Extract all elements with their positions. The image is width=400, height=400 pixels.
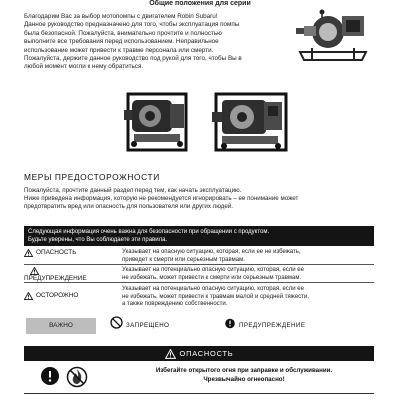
signal-line: приведет к смерти или серьезным травмам. xyxy=(122,256,245,263)
danger-line: Чрезвычайно огнеопасно! xyxy=(203,375,285,383)
precautions-line: Ниже приведена информация, которую не рекомендуется игнорировать – ее понимание может xyxy=(24,195,299,203)
signal-label xyxy=(24,267,122,283)
signal-label-text: ОПАСНОСТЬ xyxy=(36,249,77,256)
no-open-flame-icon xyxy=(66,366,88,388)
intro-line: Пожалуйста, держите данное руководство под рукой для того, чтобы Вы в xyxy=(24,55,242,63)
warning-triangle-icon xyxy=(30,267,39,275)
intro-line: Благодарим Вас за выбор мотопомпы с двигателем Robin Subaru! xyxy=(24,13,218,20)
signal-label-text: ОСТОРОЖНО xyxy=(36,292,79,299)
intro-line: любой момент могли к нему обратиться. xyxy=(24,63,144,71)
danger-fire-row xyxy=(24,364,374,390)
signal-label-text: ПРЕДУПРЕЖДЕНИЕ xyxy=(24,275,87,282)
danger-line: Избегайте открытого огня при заправке и обслуживании. xyxy=(155,367,333,374)
danger-banner xyxy=(24,346,374,361)
intro-line: использование может привести к травме персонала или смерти. xyxy=(24,46,214,54)
signal-row-warning xyxy=(24,267,374,283)
pump-photo-right xyxy=(208,84,290,156)
intro-line: выполните все требования перед использованием. Неправильное xyxy=(24,38,219,46)
precautions-title: МЕРЫ ПРЕДОСТОРОЖНОСТИ xyxy=(24,172,160,182)
prohibited-label: ЗАПРЕЩЕНО xyxy=(126,322,170,329)
pump-illustration xyxy=(282,8,376,66)
warning-legend xyxy=(224,318,305,329)
warning-triangle-icon xyxy=(24,292,33,300)
signal-row-caution xyxy=(24,286,374,312)
info-line: Будьте уверены, что Вы соблюдаете эти правила. xyxy=(28,237,168,244)
info-line: Следующая информация очень важна для безопасности при обращении с продуктом. xyxy=(28,229,270,235)
signal-line: Указывает на потенциально опасную ситуацию, которая, если ее xyxy=(122,267,304,273)
signal-description xyxy=(122,267,374,282)
signal-line: а также повреждению собственности. xyxy=(122,301,228,308)
signal-description xyxy=(122,249,374,264)
precautions-line: Пожалуйста, прочтите данный раздел перед тем, как начать эксплуатацию. xyxy=(24,187,242,194)
intro-line: была безопасной. Пожалуйста, внимательно прочтите и полностью xyxy=(24,29,222,37)
danger-description xyxy=(114,367,374,384)
warning-triangle-icon xyxy=(165,349,176,359)
signal-row-danger xyxy=(24,249,374,265)
notice-label-box: ВАЖНО xyxy=(26,318,96,334)
signal-label xyxy=(24,249,122,257)
signal-description xyxy=(122,286,374,309)
precautions-text xyxy=(24,187,374,212)
intro-line: Данное руководство предназначено для того, чтобы эксплуатация помпы xyxy=(24,21,240,29)
intro-paragraph xyxy=(24,13,274,72)
exclamation-circle-icon xyxy=(40,366,60,386)
page-header-title: Общие положения для серии xyxy=(149,0,251,7)
signal-line: Указывает на потенциально опасную ситуацию, которая, если ее xyxy=(122,286,304,292)
signal-line: Указывает на опасную ситуацию, которая, если ее не избежать, xyxy=(122,249,301,255)
signal-line: не избежать, может привести к травмам малой и средней тяжести, xyxy=(122,293,309,300)
signal-line: не избежать, может привести к смерти или серьезным травмам. xyxy=(122,274,302,281)
safety-info-banner xyxy=(24,226,374,246)
pump-photo-left xyxy=(124,84,192,156)
bottom-divider xyxy=(24,393,374,400)
prohibited-legend xyxy=(110,316,169,329)
precautions-line: предотвратить вред или опасность для пользователя или других людей. xyxy=(24,203,233,211)
exclamation-circle-icon xyxy=(224,318,236,329)
signal-label xyxy=(24,292,122,300)
danger-title: ОПАСНОСТЬ xyxy=(179,349,234,358)
prohibited-icon xyxy=(110,316,123,329)
warning-triangle-icon xyxy=(24,249,33,257)
warning-label: ПРЕДУПРЕЖДЕНИЕ xyxy=(239,322,306,329)
danger-icons xyxy=(40,366,88,388)
